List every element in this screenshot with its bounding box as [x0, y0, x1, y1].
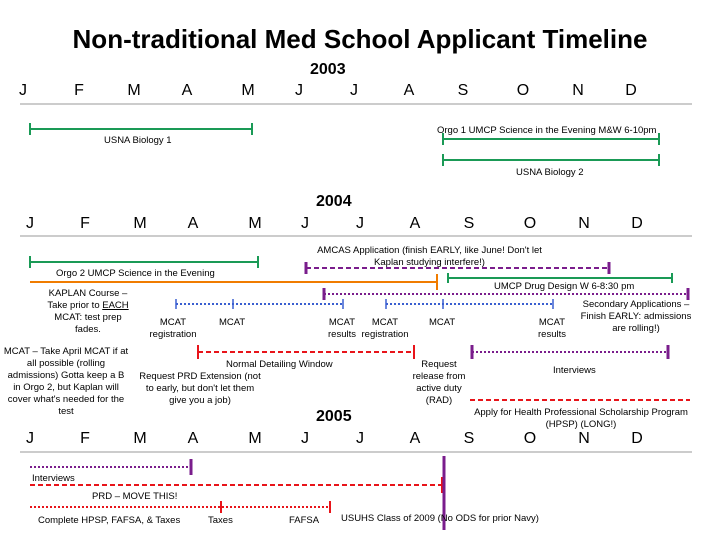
- prd-label: PRD – MOVE THIS!: [92, 491, 178, 502]
- month-label: O: [516, 82, 530, 99]
- mcat-registration-label: MCAT registration: [149, 317, 197, 340]
- month-label: D: [631, 430, 643, 447]
- month-axis-2003: [0, 82, 720, 102]
- drug-design-label: UMCP Drug Design W 6-8:30 pm: [494, 281, 635, 292]
- kaplan-each-emphasis: EACH: [102, 300, 129, 311]
- month-axis-2004: [0, 215, 720, 235]
- month-axis-2005: [0, 430, 720, 450]
- kaplan-text: KAPLAN Course – Take prior to: [47, 288, 128, 311]
- interviews-label: Interviews: [32, 473, 75, 484]
- secondary-applications-label: Secondary Applications – Finish EARLY: admissions are rolling!): [580, 299, 692, 334]
- month-label: D: [625, 82, 637, 99]
- month-label: O: [523, 215, 537, 232]
- prd-extension-label: Request PRD Extension (not to early, but don't let them give you a job): [139, 371, 261, 406]
- mcat-results-label: MCAT results: [538, 317, 566, 340]
- orgo-2-label: Orgo 2 UMCP Science in the Evening: [56, 268, 215, 279]
- month-label: J: [295, 82, 303, 99]
- month-label: A: [187, 430, 199, 447]
- taxes-label: Taxes: [208, 515, 233, 526]
- month-label: M: [127, 82, 141, 99]
- month-label: S: [457, 82, 469, 99]
- month-label: M: [133, 430, 147, 447]
- kaplan-text: MCAT: test prep fades.: [54, 312, 122, 335]
- month-label: N: [572, 82, 584, 99]
- year-label-2004: 2004: [316, 193, 352, 210]
- month-label: J: [301, 430, 309, 447]
- usna-biology-2-label: USNA Biology 2: [516, 167, 584, 178]
- mcat-note-label: MCAT – Take April MCAT if at all possible (rolling admissions) Gotta keep a B in Orgo 2, but Kaplan will cover what's needed for the test: [3, 346, 129, 417]
- page-title: Non-traditional Med School Applicant Timeline: [72, 24, 648, 54]
- month-label: D: [631, 215, 643, 232]
- detailing-window-label: Normal Detailing Window: [226, 359, 333, 370]
- month-label: O: [523, 430, 537, 447]
- month-label: M: [248, 430, 262, 447]
- amcas-label: AMCAS Application (finish EARLY, like June! Don't let Kaplan studying interfere!): [317, 245, 542, 268]
- month-label: F: [80, 430, 90, 447]
- usna-biology-1-label: USNA Biology 1: [104, 135, 172, 146]
- mcat-results-label: MCAT results: [328, 317, 356, 340]
- month-label: J: [301, 215, 309, 232]
- year-label-2003: 2003: [310, 61, 346, 78]
- hpsp-label: Apply for Health Professional Scholarship Program (HPSP) (LONG!): [474, 407, 688, 430]
- month-label: J: [26, 430, 34, 447]
- month-label: M: [133, 215, 147, 232]
- usuhs-label: USUHS Class of 2009 (No ODS for prior Navy): [341, 513, 539, 524]
- month-label: J: [356, 430, 364, 447]
- mcat-registration-label: MCAT registration: [361, 317, 409, 340]
- month-label: S: [463, 215, 475, 232]
- mcat-label: MCAT: [219, 317, 246, 328]
- month-label: N: [578, 215, 590, 232]
- mcat-label: MCAT: [429, 317, 456, 328]
- month-label: J: [356, 215, 364, 232]
- year-label-2005: 2005: [316, 408, 352, 425]
- fafsa-label: FAFSA: [289, 515, 320, 526]
- month-label: M: [241, 82, 255, 99]
- month-label: F: [74, 82, 84, 99]
- interviews-label: Interviews: [553, 365, 596, 376]
- month-label: N: [578, 430, 590, 447]
- complete-hpsp-fafsa-taxes-label: Complete HPSP, FAFSA, & Taxes: [38, 515, 181, 526]
- month-label: F: [80, 215, 90, 232]
- rad-label: Request release from active duty (RAD): [412, 359, 466, 406]
- month-label: J: [350, 82, 358, 99]
- month-label: A: [409, 430, 421, 447]
- month-label: J: [19, 82, 27, 99]
- month-label: A: [409, 215, 421, 232]
- month-label: M: [248, 215, 262, 232]
- month-label: A: [181, 82, 193, 99]
- orgo-1-label: Orgo 1 UMCP Science in the Evening M&W 6-10pm: [437, 125, 657, 136]
- month-label: J: [26, 215, 34, 232]
- kaplan-label: [42, 288, 134, 336]
- month-label: S: [463, 430, 475, 447]
- month-label: A: [187, 215, 199, 232]
- month-label: A: [403, 82, 415, 99]
